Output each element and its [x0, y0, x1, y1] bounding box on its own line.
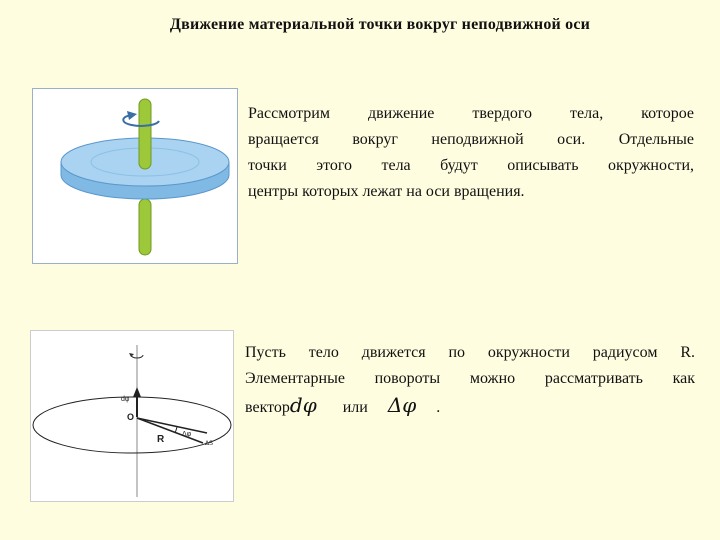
radius-label: R	[157, 434, 165, 445]
dphi-symbol: dφ	[289, 393, 317, 417]
rotating-disk-figure	[32, 88, 238, 264]
paragraph-line: Рассмотрим движение твердого тела, которое	[248, 105, 694, 122]
paragraph-line: центры которых лежат на оси вращения.	[248, 183, 525, 200]
paragraph-line-vector	[245, 392, 695, 421]
paragraph-line: вращается вокруг неподвижной оси. Отдельные	[248, 131, 694, 148]
or-word: или	[342, 399, 368, 416]
paragraph-line: Пусть тело движется по окружности радиусом R.	[245, 344, 695, 361]
paragraph-elementary-rotation	[245, 340, 695, 421]
circle-rotation-diagram	[30, 330, 234, 502]
paragraph-line: Элементарные повороты можно рассматривать как	[245, 370, 695, 387]
paragraph-line: точки этого тела будут описывать окружности,	[248, 157, 694, 174]
delta-phi-symbol: Δφ	[387, 393, 417, 417]
paragraph-rigid-body	[248, 101, 694, 205]
angle-label: Δφ	[182, 431, 192, 438]
origin-label: O	[127, 412, 135, 422]
slide-title: Движение материальной точки вокруг неподвижной оси	[169, 16, 591, 33]
vector-word: вектор	[245, 399, 290, 416]
arc-label: ΔS	[205, 441, 214, 447]
period: .	[436, 399, 441, 416]
dphi-label: dφ	[121, 396, 130, 403]
